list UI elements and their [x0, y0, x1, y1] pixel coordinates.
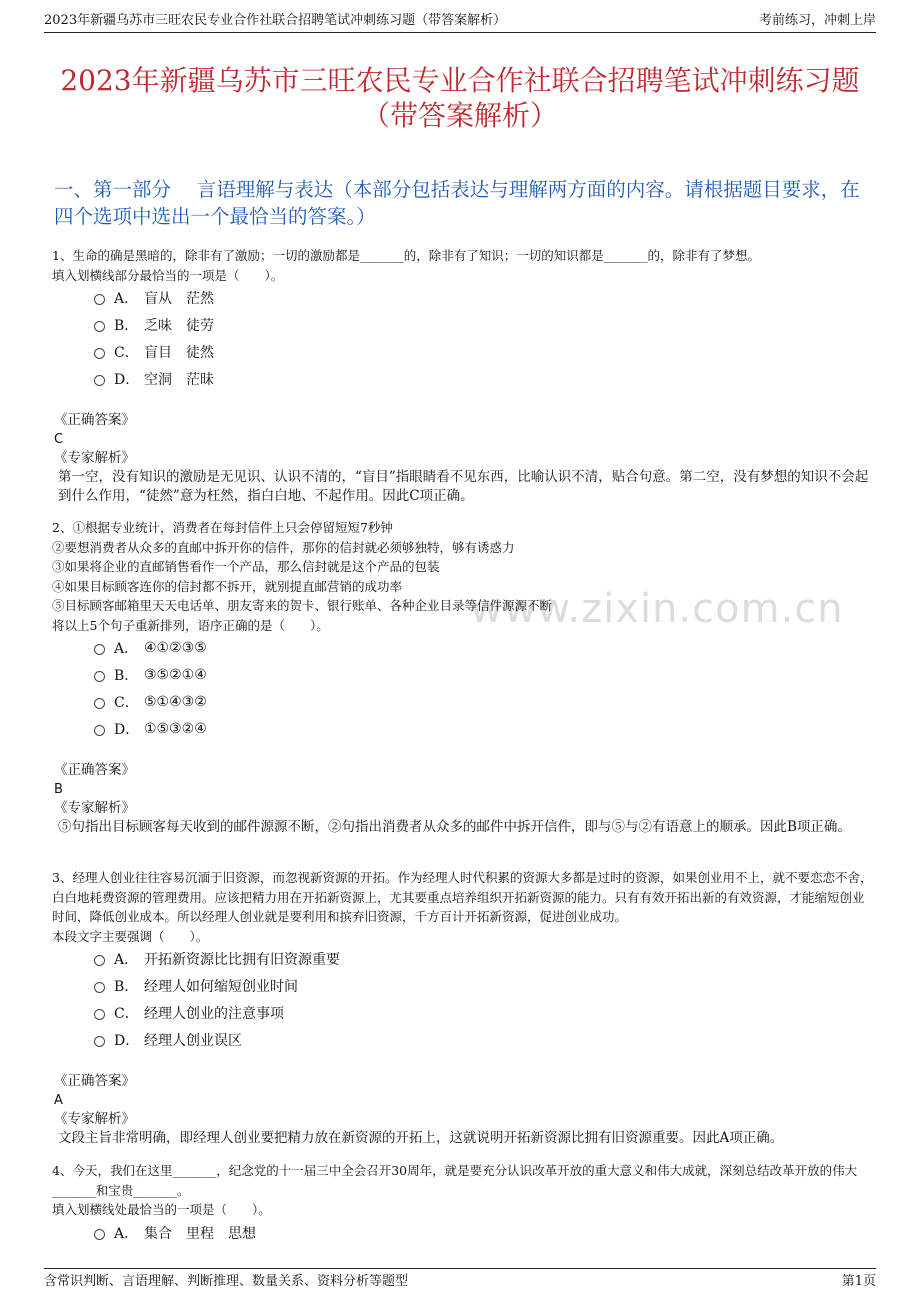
- answer-letter: C: [54, 432, 64, 447]
- stem-line: ⑤目标顾客邮箱里天天电话单、朋友寄来的贺卡、银行账单、各种企业目录等信件源源不断: [52, 598, 553, 613]
- option-a[interactable]: [94, 284, 214, 311]
- option-letter: A．: [114, 951, 139, 968]
- header-doc-title: 2023年新疆乌苏市三旺农民专业合作社联合招聘笔试冲刺练习题（带答案解析）: [44, 13, 507, 28]
- option-b[interactable]: [94, 972, 340, 999]
- option-letter: D．: [114, 721, 140, 738]
- answer-block: [54, 761, 870, 837]
- footer-topics: 含常识判断、言语理解、判断推理、数量关系、资料分析等题型: [44, 1274, 409, 1289]
- option-d[interactable]: [94, 715, 207, 742]
- page-number: 第1页: [841, 1274, 876, 1289]
- option-text: 经理人如何缩短创业时间: [144, 978, 298, 995]
- option-b[interactable]: [94, 311, 214, 338]
- question-stem: [52, 518, 874, 635]
- answer-block: [54, 1072, 870, 1148]
- option-c[interactable]: [94, 999, 340, 1026]
- stem-line: 2、①根据专业统计，消费者在每封信件上只会停留短短7秒钟: [52, 520, 393, 535]
- option-text: ①⑤③②④: [144, 720, 207, 737]
- radio-icon[interactable]: [94, 1229, 105, 1240]
- option-letter: D．: [114, 1032, 140, 1049]
- option-text: 开拓新资源比比拥有旧资源重要: [144, 951, 340, 968]
- option-text: 盲从 茫然: [144, 290, 214, 307]
- page-header: [44, 10, 876, 33]
- option-text: ④①②③⑤: [144, 639, 207, 656]
- option-list: [94, 945, 340, 1053]
- option-letter: B．: [114, 667, 139, 684]
- option-a[interactable]: [94, 1219, 256, 1246]
- answer-block: [54, 411, 870, 506]
- option-text: 盲目 徒然: [144, 344, 214, 361]
- question-stem: [52, 868, 874, 946]
- option-letter: C．: [114, 344, 139, 361]
- radio-icon[interactable]: [94, 698, 105, 709]
- radio-icon[interactable]: [94, 1009, 105, 1020]
- document-title: 2023年新疆乌苏市三旺农民专业合作社联合招聘笔试冲刺练习题（带答案解析）: [60, 63, 860, 132]
- option-text: ③⑤②①④: [144, 666, 207, 683]
- analysis-text: ⑤句指出目标顾客每天收到的邮件源源不断，②句指出消费者从众多的邮件中拆开信件，即与⑤与②有语意上的顺承。因此B项正确。: [58, 819, 851, 835]
- option-text: 乏味 徒劳: [144, 317, 214, 334]
- analysis-label: 《专家解析》: [54, 1111, 135, 1127]
- radio-icon[interactable]: [94, 375, 105, 386]
- radio-icon[interactable]: [94, 294, 105, 305]
- radio-icon[interactable]: [94, 725, 105, 736]
- radio-icon[interactable]: [94, 644, 105, 655]
- watermark-text: www.zixin.com.cn: [470, 586, 844, 632]
- stem-line: 填入划横线处最恰当的一项是（ ）。: [52, 1202, 271, 1217]
- radio-icon[interactable]: [94, 348, 105, 359]
- analysis-label: 《专家解析》: [54, 800, 135, 816]
- option-letter: A．: [114, 1225, 139, 1242]
- option-text: 集合 里程 思想: [144, 1225, 256, 1242]
- option-list: [94, 1219, 256, 1246]
- answer-letter: B: [54, 782, 63, 797]
- option-letter: A．: [114, 640, 139, 657]
- option-c[interactable]: [94, 338, 214, 365]
- option-b[interactable]: [94, 661, 207, 688]
- radio-icon[interactable]: [94, 671, 105, 682]
- stem-line: 将以上5个句子重新排列，语序正确的是（ ）。: [52, 617, 329, 633]
- option-d[interactable]: [94, 365, 214, 392]
- radio-icon[interactable]: [94, 982, 105, 993]
- option-letter: C．: [114, 694, 139, 711]
- answer-label: 《正确答案》: [54, 762, 135, 778]
- option-text: 经理人创业误区: [144, 1032, 242, 1049]
- radio-icon[interactable]: [94, 1036, 105, 1047]
- option-text: 经理人创业的注意事项: [144, 1005, 284, 1022]
- option-a[interactable]: [94, 634, 207, 661]
- analysis-label: 《专家解析》: [54, 450, 135, 466]
- stem-line: 填入划横线部分最恰当的一项是（ ）。: [52, 267, 284, 283]
- analysis-text: 文段主旨非常明确，即经理人创业要把精力放在新资源的开拓上，这就说明开拓新资源比拥有旧资源重要。因此A项正确。: [58, 1130, 784, 1146]
- stem-line: 3、经理人创业往往容易沉湎于旧资源，而忽视新资源的开拓。作为经理人时代积累的资源大多都是过时的资源，如果创业用不上，就不要恋恋不舍，白白地耗费资源的管理费用。应该把精力用在开拓新资源上，尤其要重点培养组织开拓新资源的能力。只有有效开拓出新的有效资源，才能缩短创业时间，降低创业成本。所以经理人创业就是要利用和摈弃旧资源，千方百计开拓新资源，促进创业成功。: [52, 870, 873, 924]
- question-stem: [52, 246, 874, 285]
- header-slogan: 考前练习，冲刺上岸: [758, 13, 876, 28]
- option-list: [94, 284, 214, 392]
- option-letter: D．: [114, 371, 140, 388]
- option-letter: A．: [114, 290, 139, 307]
- stem-line: ②要想消费者从众多的直邮中拆开你的信件，那你的信封就必须够独特，够有诱惑力: [52, 539, 515, 555]
- option-a[interactable]: [94, 945, 340, 972]
- option-d[interactable]: [94, 1026, 340, 1053]
- question-stem: [52, 1161, 874, 1220]
- answer-letter: A: [54, 1093, 63, 1108]
- stem-line: 本段文字主要强调（ ）。: [52, 928, 209, 944]
- option-text: ⑤①④③②: [144, 693, 207, 710]
- stem-line: 1、生命的确是黑暗的，除非有了激励；一切的激励都是_______的，除非有了知识；一切的知识都是_______的，除非有了梦想。: [52, 248, 760, 263]
- option-letter: C．: [114, 1005, 139, 1022]
- option-letter: B．: [114, 317, 139, 334]
- option-c[interactable]: [94, 688, 207, 715]
- stem-line: ④如果目标顾客连你的信封都不拆开，就别提直邮营销的成功率: [52, 578, 403, 594]
- option-letter: B．: [114, 978, 139, 995]
- radio-icon[interactable]: [94, 955, 105, 966]
- section-heading: 一、第一部分 言语理解与表达（本部分包括表达与理解两方面的内容。请根据题目要求，在四个选项中选出一个最恰当的答案。）: [54, 178, 860, 228]
- stem-line: 4、今天，我们在这里_______，纪念党的十一届三中全会召开30周年，就是要充分认识改革开放的重大意义和伟大成就，深刻总结改革开放的伟大_______和宝贵_______。: [52, 1163, 858, 1198]
- option-text: 空洞 茫昧: [144, 371, 214, 388]
- stem-line: ③如果将企业的直邮销售看作一个产品，那么信封就是这个产品的包装: [52, 559, 440, 574]
- radio-icon[interactable]: [94, 321, 105, 332]
- answer-label: 《正确答案》: [54, 1073, 135, 1089]
- page-footer: [44, 1268, 876, 1291]
- answer-label: 《正确答案》: [54, 412, 135, 428]
- analysis-text: 第一空，没有知识的激励是无见识、认识不清的，“盲目”指眼睛看不见东西，比喻认识不清，贴合句意。第二空，没有梦想的知识不会起到什么作用，“徒然”意为枉然，指白白地、不起作用。因此C项正确。: [58, 469, 869, 504]
- option-list: [94, 634, 207, 742]
